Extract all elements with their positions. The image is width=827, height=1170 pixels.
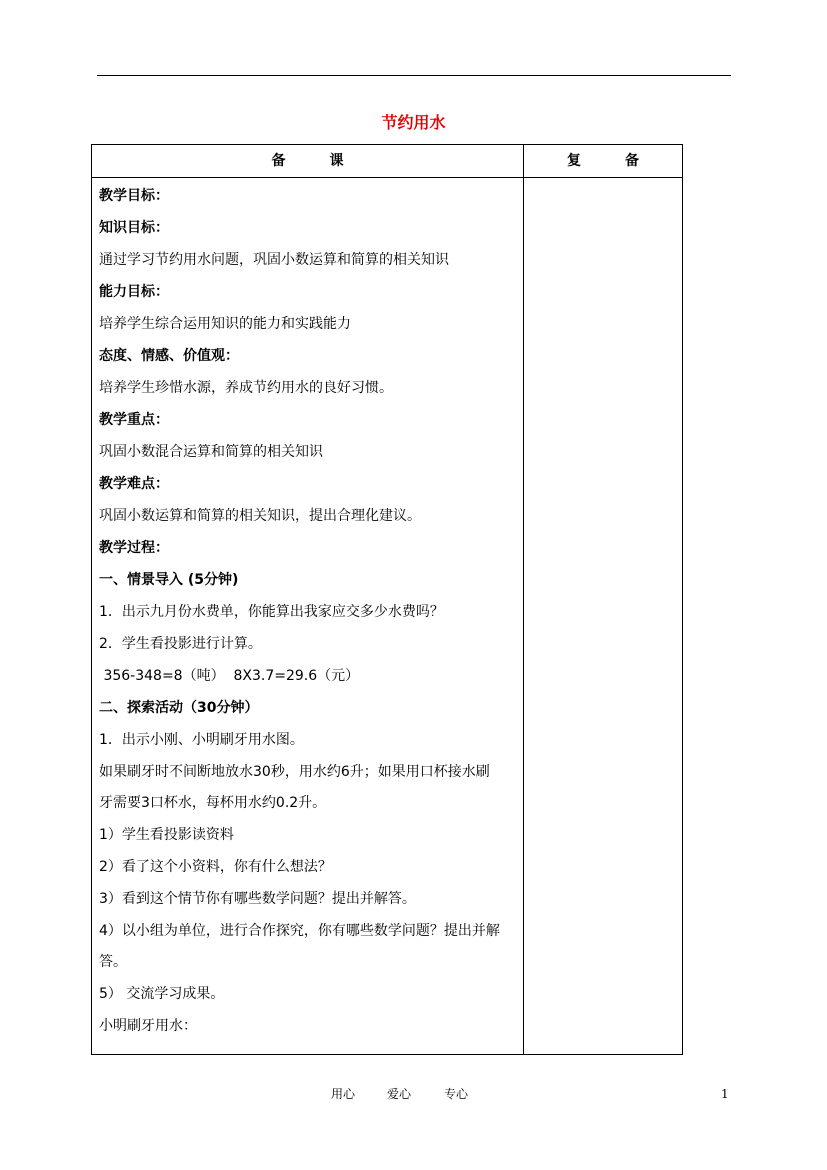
- column-header-review: 复 备: [567, 153, 639, 169]
- content-line: 1．出示小刚、小明刷牙用水图。: [99, 732, 304, 748]
- column-header-prepare: 备 课: [271, 153, 344, 169]
- content-line: 4）以小组为单位，进行合作探究，你有哪些数学问题？提出并解: [99, 923, 500, 939]
- content-line: 小明刷牙用水：: [99, 1018, 197, 1034]
- content-line: 培养学生综合运用知识的能力和实践能力: [99, 316, 351, 332]
- content-line: 巩固小数混合运算和简算的相关知识: [99, 444, 323, 460]
- lesson-content: [99, 178, 519, 1036]
- content-line: 态度、情感、价值观：: [99, 348, 239, 364]
- footer-item: 专心: [444, 1087, 469, 1101]
- content-line: 培养学生珍惜水源，养成节约用水的良好习惯。: [99, 380, 393, 396]
- content-line: 5） 交流学习成果。: [99, 986, 225, 1002]
- content-line: 356-348=8（吨） 8X3.7=29.6（元）: [99, 668, 360, 684]
- content-line: 通过学习节约用水问题，巩固小数运算和简算的相关知识: [99, 252, 449, 268]
- content-line: 如果刷牙时不间断地放水30秒，用水约6升；如果用口杯接水刷: [99, 764, 490, 780]
- content-line: 牙需要3口杯水，每杯用水约0.2升。: [99, 795, 327, 811]
- content-line: 教学重点：: [99, 412, 169, 428]
- content-line: 一、情景导入 (5分钟): [99, 572, 239, 588]
- content-line: 二、探索活动（30分钟）: [99, 700, 259, 716]
- lesson-table: [91, 144, 683, 1055]
- content-line: 教学目标：: [99, 188, 169, 204]
- header-rule: [97, 75, 731, 76]
- content-line: 2）看了这个小资料，你有什么想法？: [99, 859, 332, 875]
- content-line: 1．出示九月份水费单，你能算出我家应交多少水费吗？: [99, 604, 444, 620]
- column-divider: [523, 145, 524, 1054]
- content-line: 巩固小数运算和简算的相关知识，提出合理化建议。: [99, 508, 421, 524]
- content-line: 2．学生看投影进行计算。: [99, 636, 262, 652]
- content-line: 教学难点：: [99, 476, 169, 492]
- content-line: 能力目标：: [99, 284, 169, 300]
- content-line: 教学过程：: [99, 540, 169, 556]
- content-line: 答。: [99, 954, 127, 970]
- page-number: 1: [721, 1087, 729, 1101]
- footer-item: 用心: [331, 1087, 356, 1101]
- content-line: 知识目标：: [99, 220, 169, 236]
- footer-item: 爱心: [387, 1087, 412, 1101]
- content-line: 3）看到这个情节你有哪些数学问题？提出并解答。: [99, 891, 416, 907]
- content-line: 1）学生看投影读资料: [99, 827, 234, 843]
- document-title: 节约用水: [381, 113, 446, 132]
